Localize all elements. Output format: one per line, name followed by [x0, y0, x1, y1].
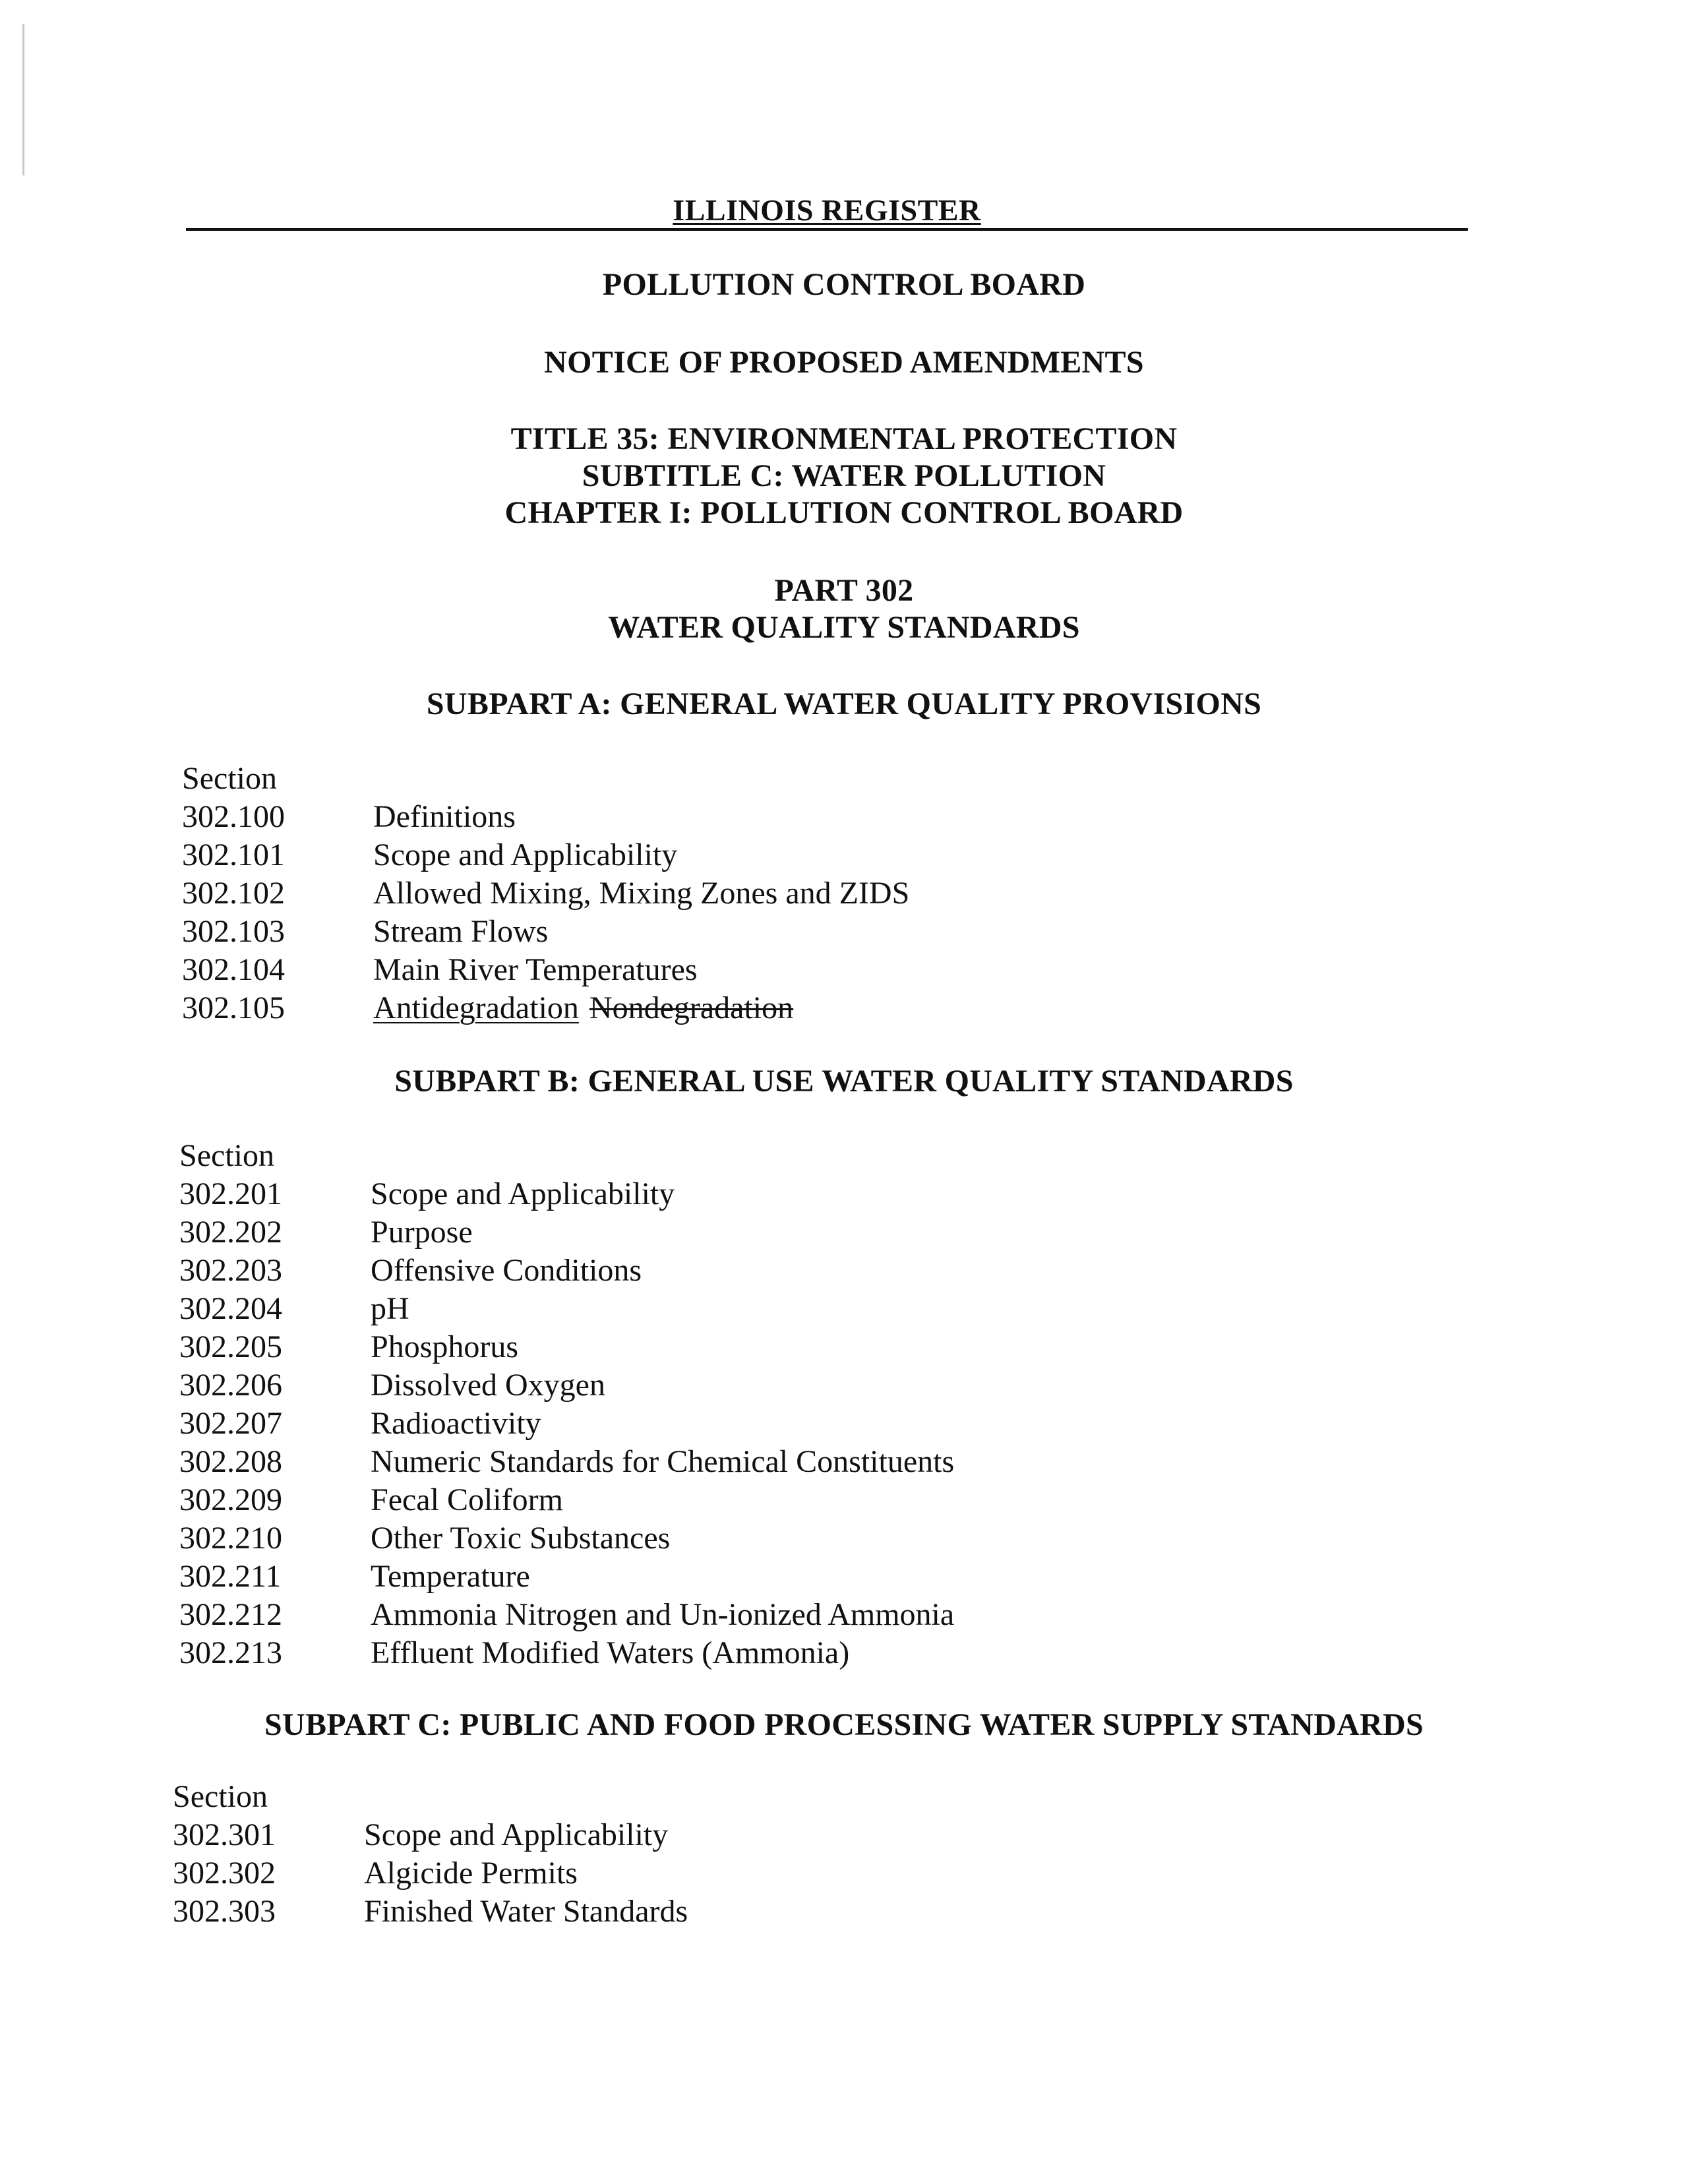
section-number: 302.212	[179, 1597, 282, 1632]
section-title: Scope and Applicability	[371, 1176, 675, 1211]
subpart-a-heading: SUBPART A: GENERAL WATER QUALITY PROVISIONS	[426, 686, 1262, 721]
section-title: Other Toxic Substances	[371, 1521, 671, 1556]
list-item	[179, 1252, 1102, 1290]
subpart-c-heading: SUBPART C: PUBLIC AND FOOD PROCESSING WATER SUPPLY STANDARDS	[264, 1707, 1424, 1742]
list-item	[179, 1443, 1102, 1481]
list-item	[182, 874, 1105, 913]
register-title: ILLINOIS REGISTER	[673, 193, 981, 227]
section-title: Offensive Conditions	[371, 1253, 642, 1288]
section-title: Allowed Mixing, Mixing Zones and ZIDS	[373, 876, 910, 911]
register-header	[186, 191, 1468, 231]
section-title: Fecal Coliform	[371, 1482, 563, 1517]
section-column-label: Section	[173, 1779, 268, 1814]
section-number: 302.100	[182, 799, 285, 834]
section-number: 302.301	[173, 1817, 276, 1852]
list-item	[182, 913, 1105, 951]
section-title: Radioactivity	[371, 1406, 541, 1441]
section-number: 302.205	[179, 1329, 282, 1364]
subtitle-line: SUBTITLE C: WATER POLLUTION	[582, 458, 1106, 493]
section-title: Definitions	[373, 799, 516, 834]
section-number: 302.206	[179, 1368, 282, 1403]
section-title: Scope and Applicability	[373, 837, 678, 872]
section-number: 302.101	[182, 837, 285, 872]
section-number: 302.302	[173, 1856, 276, 1891]
section-title: Phosphorus	[371, 1329, 519, 1364]
list-item	[179, 1519, 1102, 1558]
section-title: Temperature	[371, 1559, 530, 1594]
chapter-line: CHAPTER I: POLLUTION CONTROL BOARD	[504, 495, 1184, 530]
subpart-b-heading: SUBPART B: GENERAL USE WATER QUALITY STANDARDS	[394, 1064, 1294, 1099]
section-column-label: Section	[182, 761, 277, 796]
list-item	[179, 1558, 1102, 1596]
section-title: Dissolved Oxygen	[371, 1368, 605, 1403]
list-item	[173, 1816, 1096, 1854]
part-number: PART 302	[774, 573, 914, 608]
section-title: Main River Temperatures	[373, 952, 698, 987]
section-title: Finished Water Standards	[364, 1894, 688, 1929]
list-item	[179, 1596, 1102, 1634]
inserted-text: Antidegradation	[373, 990, 579, 1025]
list-item	[179, 1328, 1102, 1366]
list-item	[179, 1290, 1102, 1328]
section-title: Purpose	[371, 1215, 473, 1250]
subpart-a-section-list	[182, 760, 1105, 1027]
list-item	[182, 951, 1105, 989]
section-title: Algicide Permits	[364, 1856, 578, 1891]
subpart-c-section-list	[173, 1778, 1096, 1931]
section-column-label: Section	[179, 1138, 274, 1173]
notice-title: NOTICE OF PROPOSED AMENDMENTS	[544, 345, 1144, 380]
margin-mark	[22, 24, 24, 175]
agency-name: POLLUTION CONTROL BOARD	[602, 267, 1086, 302]
section-title: Effluent Modified Waters (Ammonia)	[371, 1635, 850, 1670]
list-item	[182, 798, 1105, 836]
section-number: 302.207	[179, 1406, 282, 1441]
list-item	[182, 836, 1105, 874]
list-item	[179, 1481, 1102, 1519]
list-item	[179, 1213, 1102, 1252]
list-item	[179, 1634, 1102, 1672]
section-number: 302.103	[182, 914, 285, 949]
section-title	[373, 989, 1105, 1027]
deleted-text: Nondegradation	[589, 990, 794, 1025]
section-number: 302.202	[179, 1215, 282, 1250]
section-title: Numeric Standards for Chemical Constituents	[371, 1444, 955, 1479]
section-number: 302.303	[173, 1894, 276, 1929]
section-number: 302.208	[179, 1444, 282, 1479]
list-item	[179, 1366, 1102, 1405]
list-item	[179, 1175, 1102, 1213]
section-number: 302.102	[182, 876, 285, 911]
section-number: 302.213	[179, 1635, 282, 1670]
section-title: Stream Flows	[373, 914, 549, 949]
subpart-b-section-list	[179, 1137, 1102, 1672]
list-item	[173, 1854, 1096, 1893]
list-item	[179, 1405, 1102, 1443]
list-item	[182, 989, 1105, 1027]
section-number: 302.209	[179, 1482, 282, 1517]
section-title: Scope and Applicability	[364, 1817, 669, 1852]
section-title: pH	[371, 1291, 409, 1326]
section-number: 302.201	[179, 1176, 282, 1211]
title-line: TITLE 35: ENVIRONMENTAL PROTECTION	[510, 421, 1178, 456]
section-number: 302.104	[182, 952, 285, 987]
section-number: 302.105	[182, 990, 285, 1025]
section-number: 302.210	[179, 1521, 282, 1556]
section-title: Ammonia Nitrogen and Un-ionized Ammonia	[371, 1597, 955, 1632]
part-name: WATER QUALITY STANDARDS	[608, 610, 1080, 645]
section-number: 302.203	[179, 1253, 282, 1288]
section-number: 302.204	[179, 1291, 282, 1326]
section-number: 302.211	[179, 1559, 282, 1594]
list-item	[173, 1893, 1096, 1931]
